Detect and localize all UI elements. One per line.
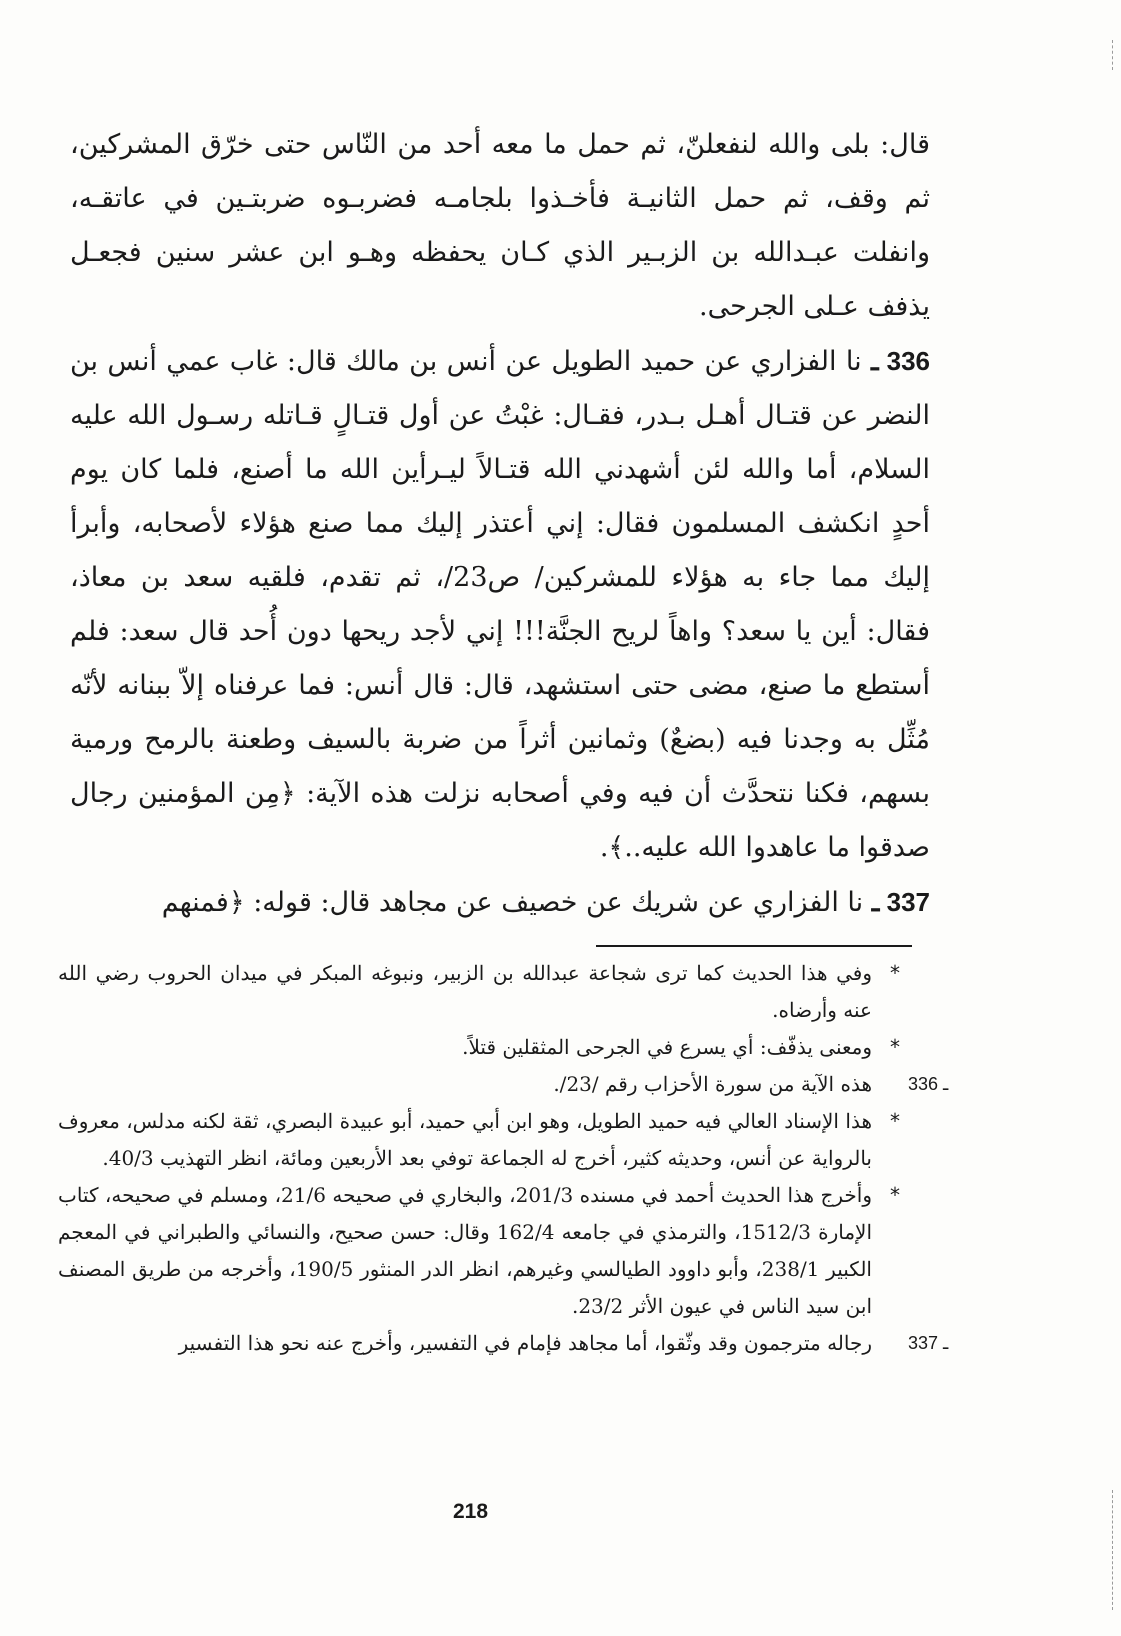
paragraph-hadith-337 [70,875,930,930]
footnote [58,1029,908,1066]
footnote [58,1177,908,1325]
footnote-text: هذه الآية من سورة الأحزاب رقم /23/. [553,1072,872,1096]
footnote [58,1066,949,1103]
asterisk-icon: * [890,1109,900,1133]
footnote [58,955,908,1029]
paragraph-continuation [70,118,930,334]
footnote-separator [596,945,912,947]
page-number: 218 [452,1500,489,1523]
scan-edge-mark [1110,1490,1113,1610]
scan-edge-mark [1110,40,1113,70]
footnotes-block [58,955,949,1362]
hadith-number: 337 ـ [871,887,930,917]
paragraph-text: نا الفزاري عن شريك عن خصيف عن مجاهد قال: قوله: ﴿فمنهم [161,887,864,918]
asterisk-icon: * [890,1183,900,1207]
footnote-text: وفي هذا الحديث كما ترى شجاعة عبدالله بن الزبير، ونبوغه المبكر في ميدان الحروب رضي الله عنه وأرضاه. [58,961,872,1022]
footnote [58,1325,949,1362]
main-text-block [70,118,930,930]
footnote-text: وأخرج هذا الحديث أحمد في مسنده 201/3، والبخاري في صحيحه 21/6، ومسلم في صحيحه، كتاب الإمارة 1512/3، والترمذي في جامعه 162/4 وقال: حسن صحيح، والنسائي والطبراني في المعجم الكبير 238/1، وأبو داوود الطيالسي وغيرهم، انظر الدر المنثور 190/5، وأخرجه من طريق المصنف ابن سيد الناس في عيون الأثر 23/2. [58,1183,873,1318]
asterisk-icon: * [890,961,900,985]
footnote [58,1103,908,1177]
paragraph-hadith-336 [70,334,930,875]
asterisk-icon: * [890,1035,900,1059]
footnote-text: ومعنى يذفّف: أي يسرع في الجرحى المثقلين قتلاً. [462,1035,872,1059]
paragraph-text: نا الفزاري عن حميد الطويل عن أنس بن مالك قال: غاب عمي أنس بن النضر عن قتـال أهـل بـدر، فقـال: غبْتُ عن أول قتـالٍ قـاتله رسـول الله عليه السلام، أما والله لئن أشهدني الله قتـالاً ليـرأين الله ما أصنع، فلما كان يوم أحدٍ انكشف المسلمون فقال: إني أعتذر إليك مما صنع هؤلاء لأصحابه، وأبرأ إليك مما جاء به هؤلاء للمشركين/ ص23/، ثم تقدم، فلقيه سعد بن معاذ، فقال: أين يا سعد؟ واهاً لريح الجنَّة!!! إني لأجد ريحها دون أُحد قال سعد: فلم أستطع ما صنع، مضى حتى استشهد، قال: قال أنس: فما عرفناه إلاّ ببنانه لأنّه مُثِّل به وجدنا فيه (بضعٌ) وثمانين أثراً من ضربة بالسيف وطعنة بالرمح ورمية بسهم، فكنا نتحدَّث أن فيه وفي أصحابه نزلت هذه الآية: ﴿مِن المؤمنين رجال صدقوا ما عاهدوا الله عليه..﴾. [70,346,930,863]
paragraph-text: قال: بلى والله لنفعلنّ، ثم حمل ما معه أحد من النّاس حتى خرّق المشركين، ثم وقف، ثم حمل الثانيـة فأخـذوا بلجامـه فضربـوه ضربتـين في عاتقـه، وانفلت عبـدالله بن الزبـير الذي كـان يحفظه وهـو ابن عشر سنين فجعـل يذفف عـلى الجرحى. [70,129,930,322]
footnote-text: رجاله مترجمون وقد وثّقوا، أما مجاهد فإمام في التفسير، وأخرج عنه نحو هذا التفسير [178,1331,872,1355]
hadith-number: 336 ـ [870,346,930,376]
footnote-ref: 337 ـ [908,1333,949,1353]
footnote-ref: 336 ـ [908,1074,949,1094]
footnote-text: هذا الإسناد العالي فيه حميد الطويل، وهو ابن أبي حميد، أبو عبيدة البصري، ثقة لكنه مدلس، معروف بالرواية عن أنس، وحديثه كثير، أخرج له الجماعة توفي بعد الأربعين ومائة، انظر التهذيب 40/3. [58,1109,872,1170]
